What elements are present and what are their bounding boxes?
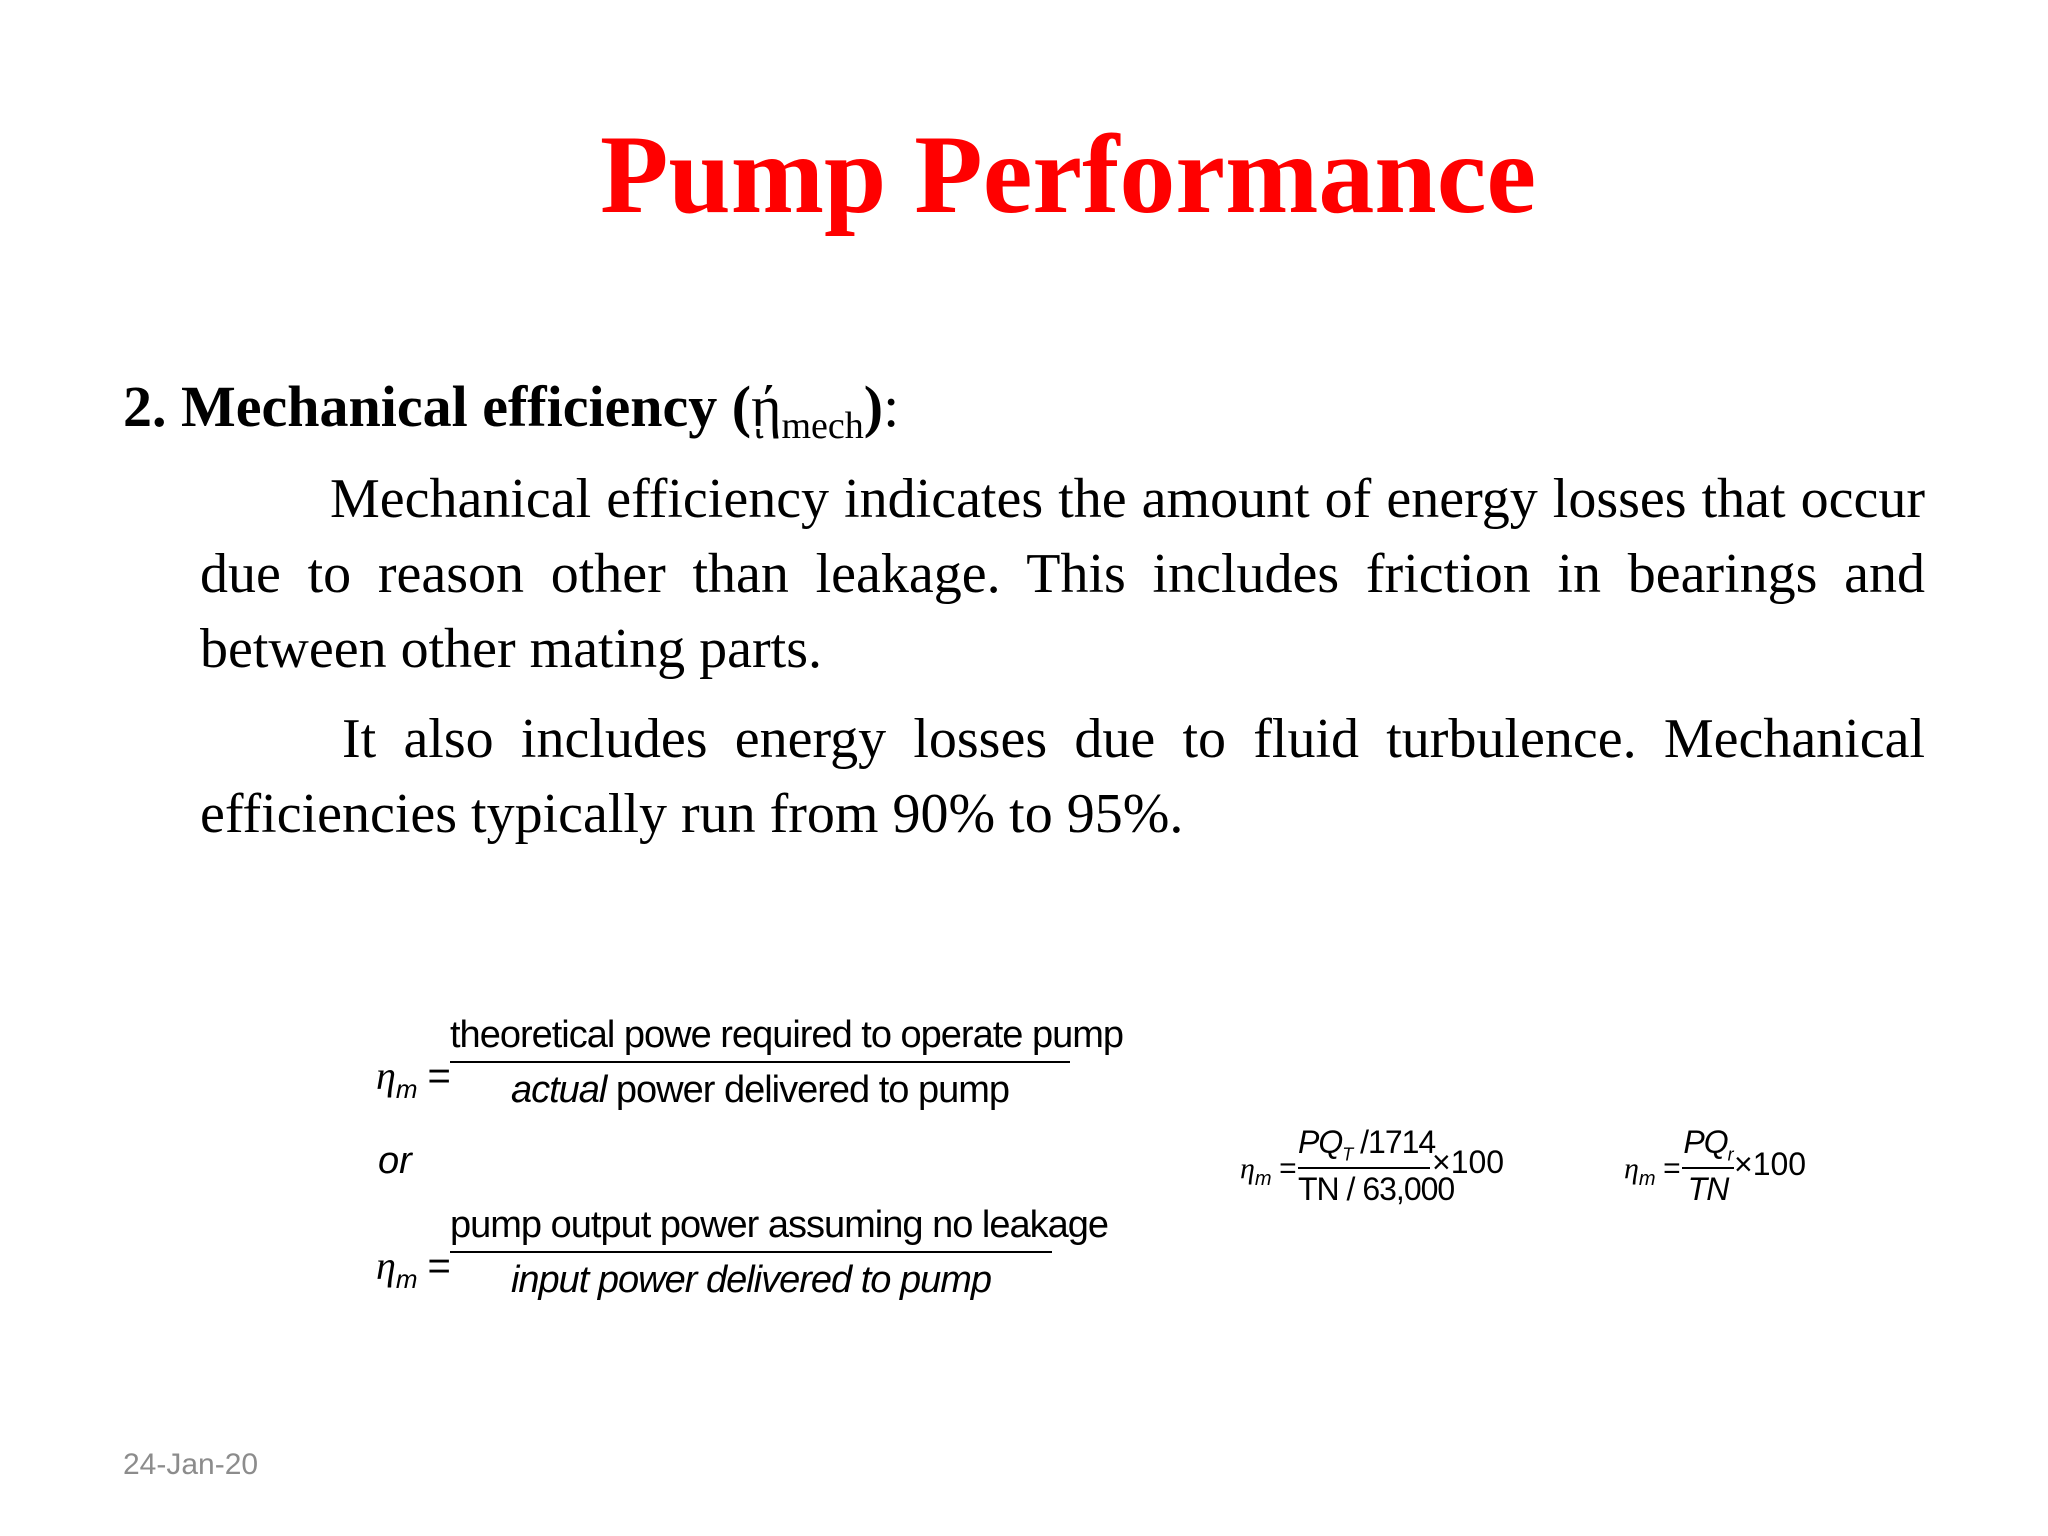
paragraph-1-text: Mechanical efficiency indicates the amount of energy losses that occur due to reason other than leakage. This includes friction in bearings and between other mating parts. bbox=[200, 468, 1925, 680]
formula-2-fraction bbox=[450, 1204, 1109, 1302]
fraction-bar bbox=[450, 1251, 1052, 1253]
formula-4-lhs: $\eta_m$ = bbox=[1624, 1152, 1681, 1190]
formula-4-denominator: TN bbox=[1687, 1171, 1729, 1208]
paragraph-2-text: It also includes energy losses due to fluid turbulence. Mechanical efficiencies typically run from 90% to 95%. bbox=[200, 708, 1925, 845]
section-colon: : bbox=[883, 374, 900, 439]
formula-1-numerator: theoretical powe required to operate pump bbox=[450, 1014, 1124, 1056]
formula-3-denominator: TN / 63,000 bbox=[1298, 1171, 1455, 1208]
formula-2-denominator: input power delivered to pump bbox=[510, 1259, 992, 1301]
fraction-bar bbox=[1682, 1167, 1734, 1169]
eta-mech-symbol: ῄ bbox=[751, 374, 782, 439]
formula-1-denominator: actual power delivered to pump bbox=[510, 1069, 1010, 1111]
fraction-bar bbox=[1298, 1167, 1430, 1169]
section-close-paren: ) bbox=[863, 374, 884, 439]
formula-3-lhs: $\eta_m$ = bbox=[1240, 1152, 1297, 1190]
formula-4-fraction bbox=[1682, 1124, 1734, 1208]
fraction-bar bbox=[450, 1061, 1070, 1063]
formula-1-lhs: $\eta_m$ = bbox=[376, 1053, 451, 1104]
paragraph-1 bbox=[200, 462, 1925, 687]
slide-title: Pump Performance bbox=[600, 113, 1537, 237]
formula-4-numerator: $PQ_r$ bbox=[1683, 1124, 1733, 1165]
or-label: or bbox=[378, 1140, 412, 1182]
formula-2-numerator: pump output power assuming no leakage bbox=[450, 1204, 1109, 1246]
section-number-label: 2. Mechanical efficiency ( bbox=[123, 374, 752, 439]
paragraph-2 bbox=[200, 702, 1925, 852]
formula-3-multiplier: ×100 bbox=[1432, 1144, 1505, 1180]
footer-date: 24-Jan-20 bbox=[123, 1448, 259, 1481]
formula-4-multiplier: ×100 bbox=[1734, 1146, 1807, 1182]
formula-2-lhs: $\eta_m$ = bbox=[376, 1243, 451, 1294]
mech-subscript: mech bbox=[781, 405, 864, 447]
formula-3-fraction bbox=[1298, 1124, 1455, 1208]
section-heading bbox=[123, 372, 899, 461]
formula-3-numerator: $PQ_T$ /1714 bbox=[1298, 1124, 1436, 1165]
formula-1-fraction bbox=[450, 1014, 1124, 1112]
